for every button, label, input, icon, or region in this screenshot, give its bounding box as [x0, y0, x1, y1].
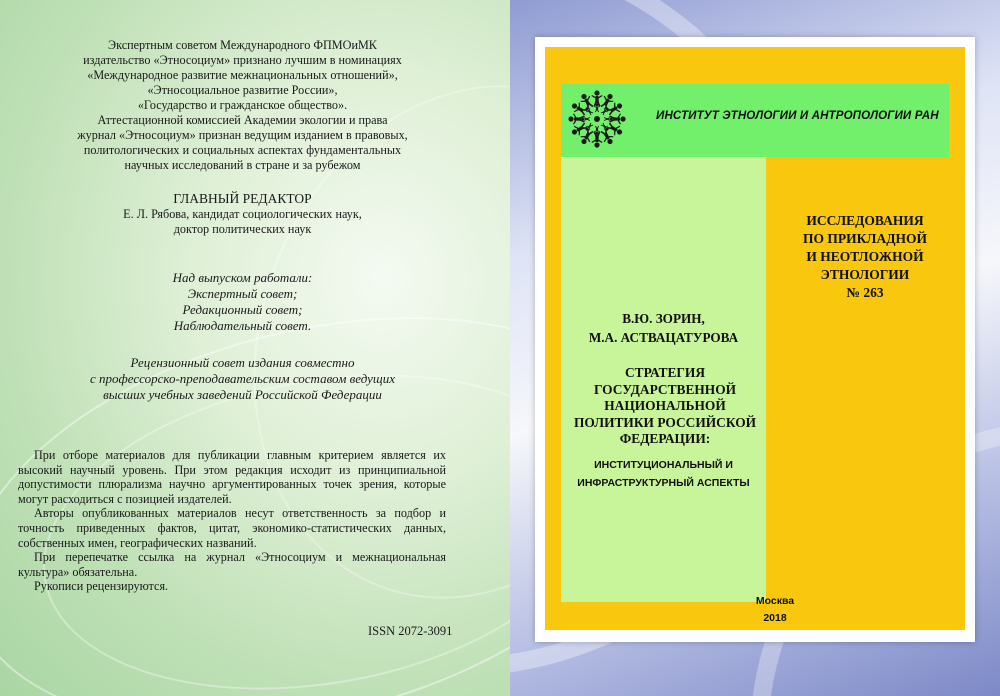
- subtitle-line: ИНФРАСТРУКТУРНЫЙ АСПЕКТЫ: [577, 477, 750, 489]
- review-council-block: [20, 355, 465, 403]
- awards-line: «Государство и гражданское общество».: [137, 98, 348, 112]
- book-cover: [535, 37, 975, 642]
- chief-editor-line: доктор политических наук: [173, 222, 312, 236]
- awards-line: журнал «Этносоциум» признан ведущим изданием в правовых,: [77, 128, 408, 142]
- cover-background: [545, 47, 965, 630]
- contributors-line: Экспертный совет;: [187, 286, 298, 301]
- issue-number: № 263: [846, 285, 884, 300]
- policy-paragraph: При перепечатке ссылка на журнал «Этносоциум и межнациональная культура» обязательна.: [18, 550, 446, 579]
- author-name: В.Ю. ЗОРИН,: [622, 311, 705, 326]
- institute-name: ИНСТИТУТ ЭТНОЛОГИИ И АНТРОПОЛОГИИ РАН: [656, 109, 939, 122]
- awards-line: «Международное развитие межнациональных отношений»,: [87, 68, 398, 82]
- author-name: М.А. АСТВАЦАТУРОВА: [588, 330, 739, 345]
- contributors-block: [20, 270, 465, 334]
- awards-line: научных исследований в стране и за рубежом: [124, 158, 361, 172]
- institute-band: [561, 84, 949, 157]
- title-line: ФЕДЕРАЦИИ:: [619, 431, 711, 446]
- awards-line: «Этносоциальное развитие России»,: [147, 83, 338, 97]
- title-line: НАЦИОНАЛЬНОЙ: [604, 398, 726, 413]
- imprint: [735, 593, 815, 627]
- review-line: Рецензионный совет издания совместно: [130, 355, 355, 370]
- contributors-line: Редакционный совет;: [182, 302, 303, 317]
- awards-line: Экспертным советом Международного ФПМОиМК: [108, 38, 377, 52]
- chief-editor-line: Е. Л. Рябова, кандидат социологических наук,: [123, 207, 362, 221]
- issn-number: ISSN 2072-3091: [368, 624, 453, 638]
- title-line: СТРАТЕГИЯ: [624, 365, 706, 380]
- chief-editor-title: ГЛАВНЫЙ РЕДАКТОР: [173, 191, 312, 206]
- review-line: высших учебных заведений Российской Федерации: [103, 387, 382, 402]
- book-subtitle: [561, 456, 766, 492]
- series-line: ЭТНОЛОГИИ: [820, 267, 910, 282]
- editorial-policy: [18, 448, 446, 594]
- contributors-line: Над выпуском работали:: [172, 270, 313, 285]
- title-line: ПОЛИТИКИ РОССИЙСКОЙ: [573, 414, 757, 430]
- review-line: с профессорско-преподавательским составом ведущих: [90, 371, 395, 386]
- dancing-figures-circle-icon: [561, 86, 633, 152]
- right-page: [510, 0, 1000, 696]
- awards-block: [20, 38, 465, 173]
- title-line: ГОСУДАРСТВЕННОЙ: [593, 381, 737, 397]
- awards-line: издательство «Этносоциум» признано лучшим в номинациях: [83, 53, 402, 67]
- series-line: ПО ПРИКЛАДНОЙ: [802, 231, 927, 246]
- policy-paragraph: При отборе материалов для публикации главным критерием является их высокий научный уровень. При этом редакция исходит из принципиальной допустимости плюрализма научно аргументированных точек зрения, которые могут расходиться с позицией издателей.: [18, 448, 446, 506]
- chief-editor-block: [20, 191, 465, 237]
- policy-paragraph: Авторы опубликованных материалов несут ответственность за подбор и точность приведенных фактов, цитат, экономико-статистических данных, собственных имен, географических названий.: [18, 506, 446, 550]
- awards-line: политологических и социальных аспектах фундаментальных: [83, 143, 402, 157]
- series-line: И НЕОТЛОЖНОЙ: [806, 249, 924, 264]
- imprint-year: 2018: [763, 612, 787, 624]
- series-line: ИССЛЕДОВАНИЯ: [806, 213, 924, 228]
- awards-line: Аттестационной комиссией Академии экологии и права: [97, 113, 388, 127]
- authors: [561, 309, 766, 347]
- series-title: [765, 212, 965, 302]
- contributors-line: Наблюдательный совет.: [173, 318, 312, 333]
- policy-paragraph: Рукописи рецензируются.: [34, 579, 169, 594]
- subtitle-line: ИНСТИТУЦИОНАЛЬНЫЙ И: [594, 459, 733, 471]
- imprint-city: Москва: [755, 595, 795, 607]
- book-title: [555, 365, 775, 448]
